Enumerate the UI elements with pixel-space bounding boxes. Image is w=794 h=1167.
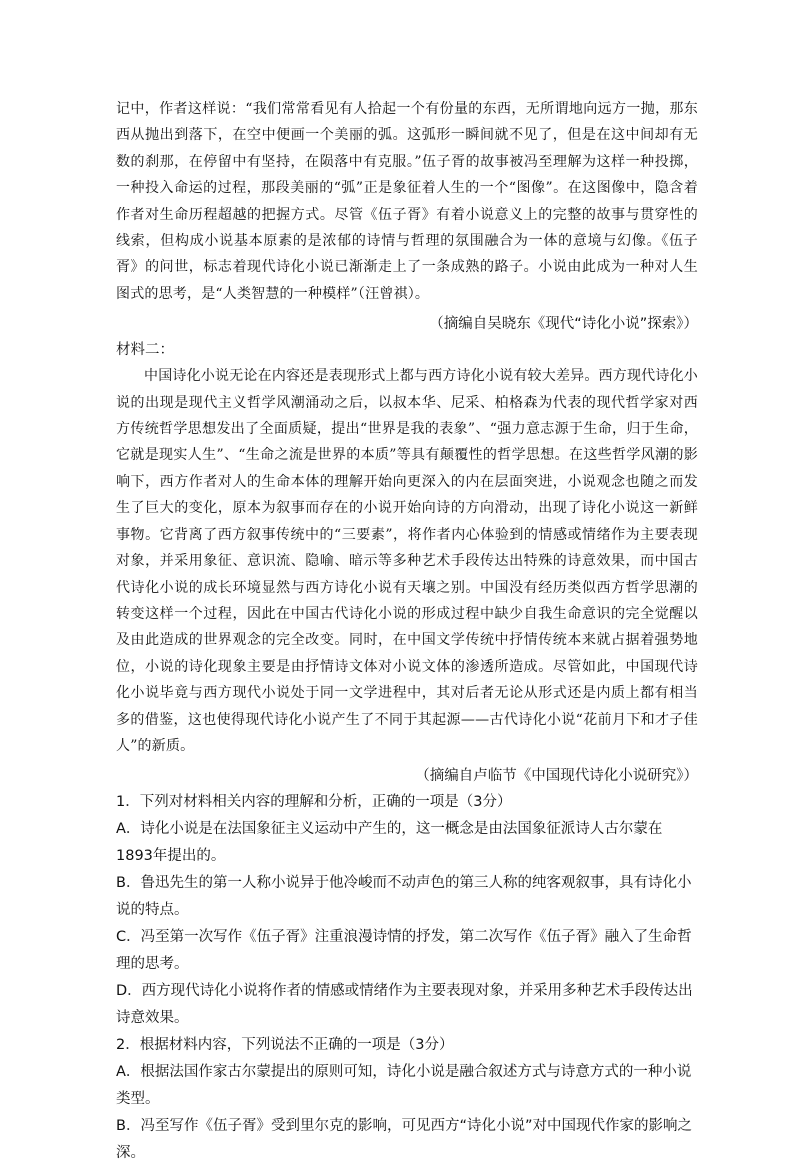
question-one-option-d: D．西方现代诗化小说将作者的情感或情绪作为主要表现对象，并采用多种艺术手段传达出诗意效果。 (116, 983, 693, 1027)
question-two-option-a: A．根据法国作家古尔蒙提出的原则可知，诗化小说是融合叙述方式与诗意方式的一种小说类型。 (116, 1064, 692, 1108)
question-two-stem: 2．根据材料内容，下列说法不正确的一项是（3分） (116, 1037, 454, 1054)
material-two-section (116, 337, 698, 789)
material-one-paragraph: 记中，作者这样说：“我们常常看见有人拾起一个有份量的东西，无所谓地向远方一抛，那东西从抛出到落下，在空中便画一个美丽的弧。这弧形一瞬间就不见了，但是在这中间却有无数的刹那，在停留中有坚持，在陨落中有克服。”伍子胥的故事被冯至理解为这样一种投掷，一种投入命运的过程，那段美丽的“弧”正是象征着人生的一个“图像”。在这图像中，隐含着作者对生命历程超越的把握方式。尽管《伍子胥》有着小说意义上的完整的故事与贯穿性的线索，但构成小说基本原素的是浓郁的诗情与哲理的氛围融合为一体的意境与幻像。《伍子胥》的问世，标志着现代诗化小说已渐渐走上了一条成熟的路子。小说由此成为一种对人生图式的思考，是“人类智慧的一种模样”（汪曾祺）。 (116, 101, 698, 302)
material-two-paragraph: 中国诗化小说无论在内容还是表现形式上都与西方诗化小说有较大差异。西方现代诗化小说的出现是现代主义哲学风潮涌动之后，以叔本华、尼采、柏格森为代表的现代哲学家对西方传统哲学思想发出了全面质疑，提出“世界是我的表象”、“强力意志源于生命，归于生命，它就是现实人生”、“生命之流是世界的本质”等具有颠覆性的哲学思想。在这些哲学风潮的影响下，西方作者对人的生命本体的理解开始向更深入的内在层面突进，小说观念也随之而发生了巨大的变化，原本为叙事而存在的小说开始向诗的方向滑动，出现了诗化小说这一新鲜事物。它背离了西方叙事传统中的“三要素”，将作者内心体验到的情感或情绪作为主要表现对象，并采用象征、意识流、隐喻、暗示等多种艺术手段传达出特殊的诗意效果，而中国古代诗化小说的成长环境显然与西方诗化小说有天壤之别。中国没有经历类似西方哲学思潮的转变这样一个过程，因此在中国古代诗化小说的形成过程中缺少自我生命意识的完全觉醒以及由此造成的世界观念的完全改变。同时，在中国文学传统中抒情传统本来就占据着强势地位，小说的诗化现象主要是由抒情诗文体对小说文体的渗透所造成。尽管如此，中国现代诗化小说毕竟与西方现代小说处于同一文学进程中，其对后者无论从形式还是内质上都有相当多的借鉴，这也使得现代诗化小说产生了不同于其起源——古代诗化小说“花前月下和才子佳人”的新质。 (116, 368, 698, 754)
question-one-option-c: C．冯至第一次写作《伍子胥》注重浪漫诗情的抒发，第二次写作《伍子胥》融入了生命哲理的思考。 (116, 929, 692, 973)
question-one-option-b: B．鲁迅先生的第一人称小说异于他冷峻而不动声色的第三人称的纯客观叙事，具有诗化小说的特点。 (116, 875, 692, 919)
material-two-source: （摘编自卢临节《中国现代诗化小说研究》） (415, 768, 698, 785)
question-two-option-b: B．冯至写作《伍子胥》受到里尔克的影响，可见西方“诗化小说”对中国现代作家的影响之深。 (116, 1118, 692, 1162)
question-one-option-a: A．诗化小说是在法国象征主义运动中产生的，这一概念是由法国象征派诗人古尔蒙在1893年提出的。 (116, 821, 663, 865)
material-two-heading: 材料二： (116, 342, 174, 359)
material-one-section (116, 96, 698, 337)
question-two (116, 1032, 698, 1167)
question-one-stem: 1．下列对材料相关内容的理解和分析，正确的一项是（3分） (116, 794, 512, 811)
question-one (116, 789, 698, 1032)
material-one-source: （摘编自吴晓东《现代“诗化小说”探索》） (429, 316, 698, 333)
